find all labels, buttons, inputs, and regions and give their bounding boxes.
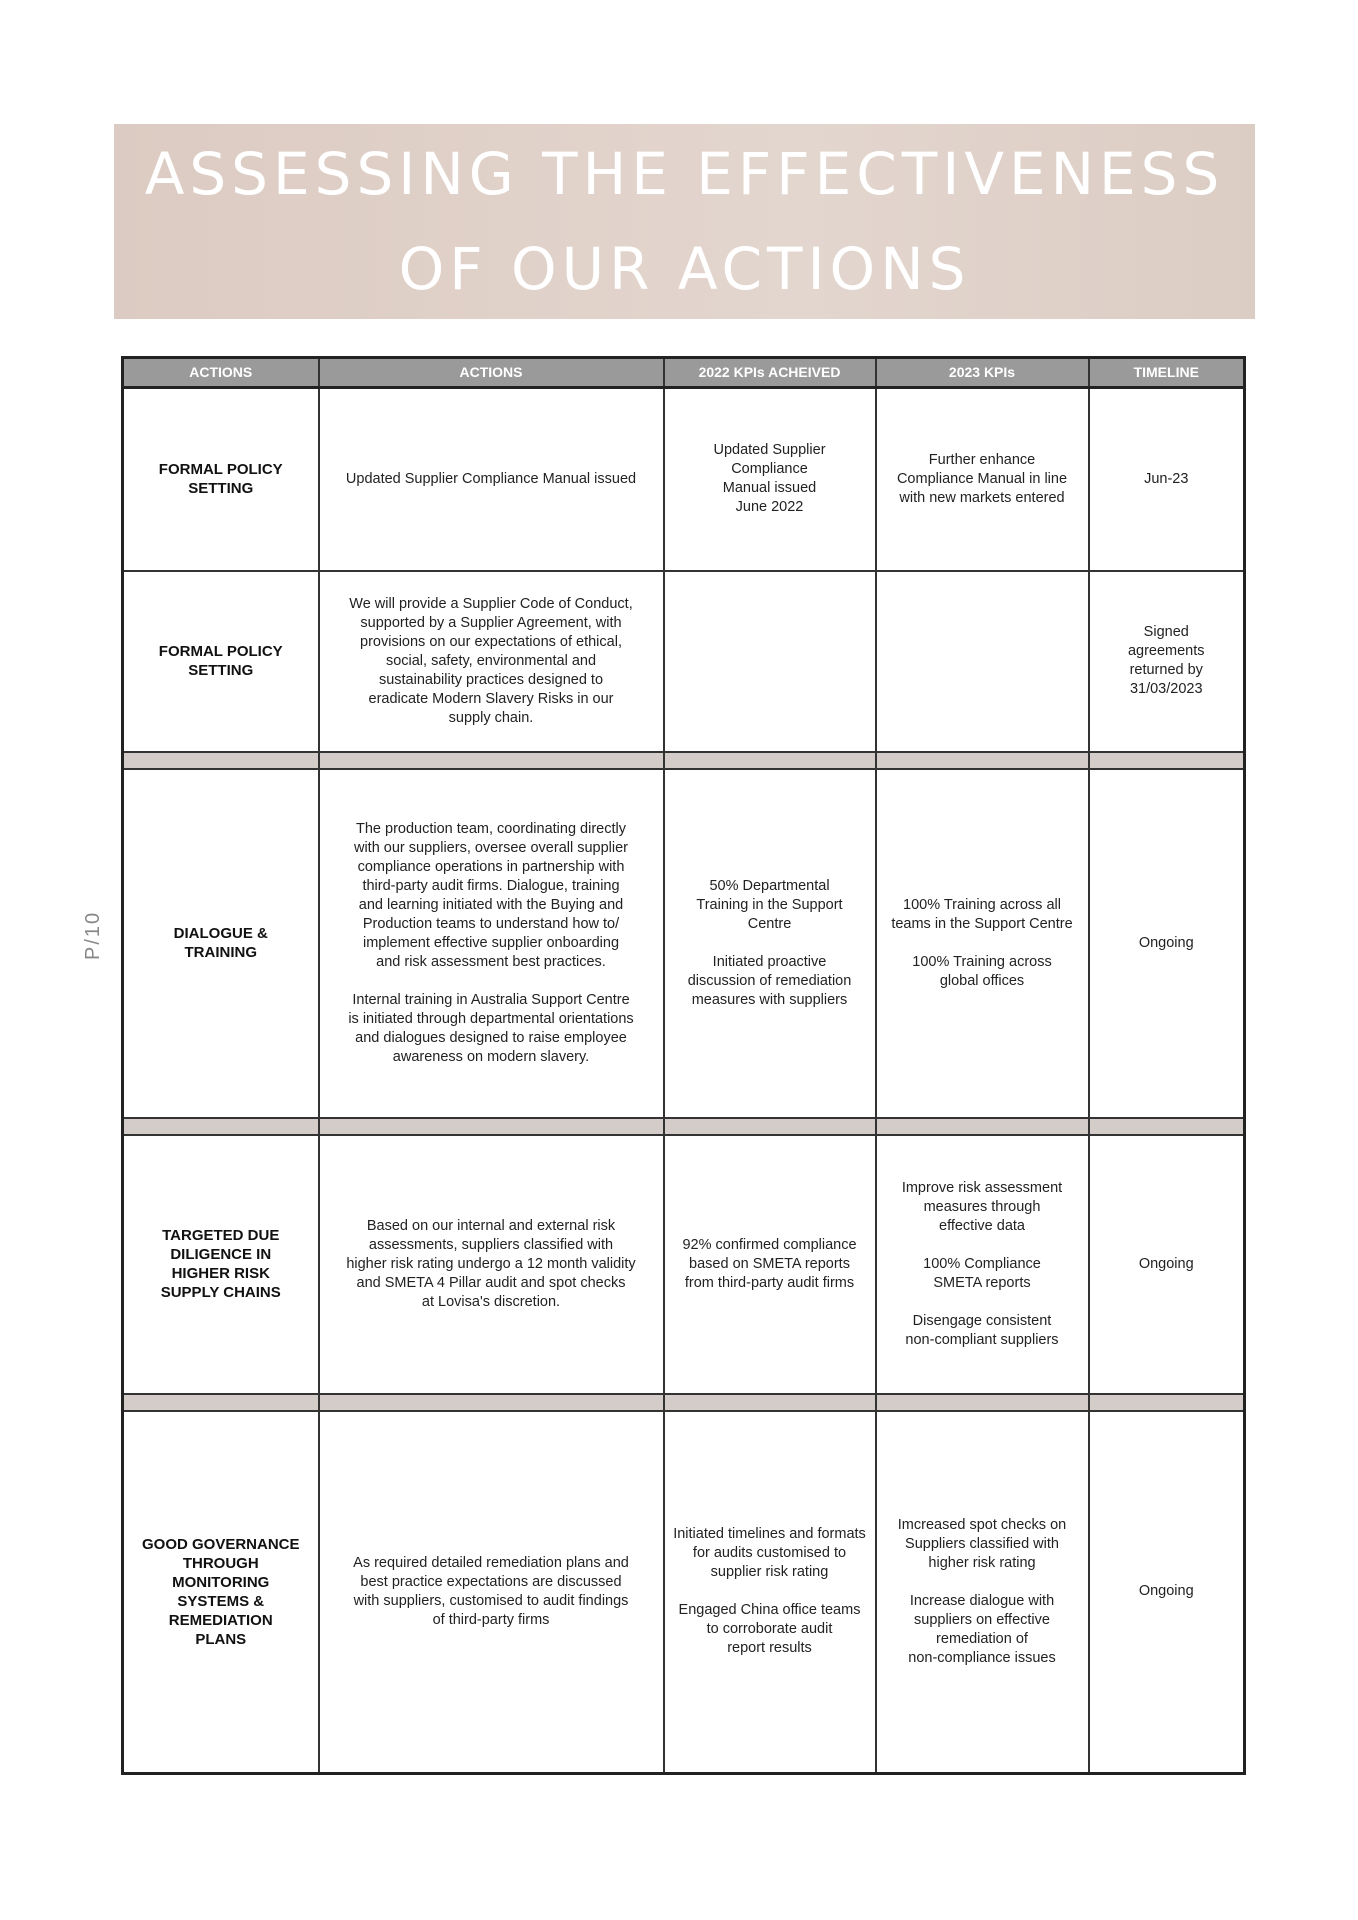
action-label-cell: [123, 571, 319, 752]
action-cell: [319, 1411, 664, 1774]
title-banner: [114, 124, 1255, 319]
page-number: P/10: [82, 910, 104, 960]
action-label-cell: [123, 388, 319, 571]
kpi2022-text: Updated Supplier Compliance Manual issued June 2022: [713, 442, 826, 516]
action-label-cell: [123, 1411, 319, 1774]
action-text: Updated Supplier Compliance Manual issued: [345, 470, 637, 487]
spacer-cell: [319, 752, 664, 769]
kpi2022-cell: [664, 769, 876, 1118]
kpi2022-text: Initiated proactive discussion of remediation measures with suppliers: [687, 953, 852, 1008]
spacer-cell: [664, 1118, 876, 1135]
spacer-cell: [664, 752, 876, 769]
kpi2022-cell: [664, 388, 876, 571]
title-line-2: OF OUR ACTIONS: [398, 234, 971, 303]
action-text: As required detailed remediation plans and best practice expectations are discussed with suppliers, customised to audit findings of third-party firms: [353, 1554, 629, 1628]
kpi2022-text: Engaged China office teams to corroborate audit report results: [678, 1602, 861, 1657]
timeline-text: Signed agreements returned by 31/03/2023: [1127, 624, 1205, 697]
timeline-cell: [1089, 1411, 1245, 1774]
action-label: FORMAL POLICY SETTING: [158, 643, 283, 679]
kpi2022-cell: [664, 1135, 876, 1394]
action-label: FORMAL POLICY SETTING: [158, 461, 283, 498]
kpi2023-text: Increase dialogue with suppliers on effective remediation of non-compliance issues: [908, 1592, 1056, 1666]
spacer-cell: [876, 1394, 1089, 1411]
spacer-cell: [319, 1118, 664, 1135]
action-label: TARGETED DUE DILIGENCE IN HIGHER RISK SUPPLY CHAINS: [160, 1227, 281, 1301]
kpi2022-text: Initiated timelines and formats for audits customised to supplier risk rating: [673, 1526, 866, 1581]
kpi2023-cell: [876, 388, 1089, 571]
spacer-cell: [123, 1394, 319, 1411]
kpi2022-cell: [664, 1411, 876, 1774]
kpi2023-cell: [876, 1411, 1089, 1774]
header-actions-detail: ACTIONS: [319, 358, 664, 388]
action-label-cell: [123, 1135, 319, 1394]
title-line-1: ASSESSING THE EFFECTIVENESS: [144, 139, 1225, 208]
action-label: DIALOGUE & TRAINING: [173, 925, 268, 961]
timeline-cell: [1089, 769, 1245, 1118]
timeline-cell: [1089, 1135, 1245, 1394]
kpi2023-text: 100% Training across global offices: [912, 953, 1052, 989]
spacer-row: [123, 1394, 1245, 1411]
kpi2022-cell: [664, 571, 876, 752]
action-cell: [319, 388, 664, 571]
table-row: [123, 571, 1245, 752]
spacer-cell: [1089, 1118, 1245, 1135]
action-cell: [319, 769, 664, 1118]
action-label: GOOD GOVERNANCE THROUGH MONITORING SYSTEMS & REMEDIATION PLANS: [141, 1535, 300, 1648]
timeline-text: Ongoing: [1138, 1583, 1194, 1600]
action-cell: [319, 1135, 664, 1394]
kpi2022-text: 92% confirmed compliance based on SMETA reports from third-party audit firms: [682, 1236, 857, 1291]
kpi2023-cell: [876, 1135, 1089, 1394]
kpi2023-text: Imcreased spot checks on Suppliers classified with higher risk rating: [897, 1516, 1067, 1571]
spacer-cell: [319, 1394, 664, 1411]
header-kpi-2023: 2023 KPIs: [876, 358, 1089, 388]
action-text: Based on our internal and external risk assessments, suppliers classified with higher risk rating undergo a 12 month validity and SMETA 4 Pillar audit and spot checks at Lovisa's discretion.: [346, 1217, 636, 1310]
table-row: [123, 1135, 1245, 1394]
kpi2023-text: Further enhance Compliance Manual in line with new markets entered: [896, 451, 1068, 506]
kpi2023-cell: [876, 769, 1089, 1118]
table-row: [123, 1411, 1245, 1774]
action-text: The production team, coordinating directly with our suppliers, oversee overall supplier compliance operations in partnership with third-party audit firms. Dialogue, training and learning initiated with the Buying and Production teams to understand how to/ implement effective supplier onboarding and risk assessment best practices.: [353, 820, 629, 970]
action-text: Internal training in Australia Support Centre is initiated through departmental orientations and dialogues designed to raise employee awareness on modern slavery.: [348, 991, 634, 1065]
spacer-cell: [123, 752, 319, 769]
timeline-text: Jun-23: [1144, 470, 1189, 487]
timeline-text: Ongoing: [1138, 1255, 1194, 1272]
header-timeline: TIMELINE: [1089, 358, 1245, 388]
header-actions: ACTIONS: [123, 358, 319, 388]
timeline-cell: [1089, 388, 1245, 571]
kpi2023-cell: [876, 571, 1089, 752]
spacer-cell: [1089, 752, 1245, 769]
spacer-cell: [1089, 1394, 1245, 1411]
table-row: [123, 769, 1245, 1118]
action-label-cell: [123, 769, 319, 1118]
kpi2023-text: 100% Compliance SMETA reports: [923, 1255, 1041, 1291]
kpi2022-text: 50% Departmental Training in the Support Centre: [696, 877, 843, 932]
action-text: We will provide a Supplier Code of Conduct, supported by a Supplier Agreement, with provisions on our expectations of ethical, social, safety, environmental and sustainability practices designed to eradicate Modern Slavery Risks in our supply chain.: [349, 595, 633, 726]
timeline-text: Ongoing: [1138, 934, 1194, 951]
kpi2023-text: Disengage consistent non-compliant suppliers: [905, 1312, 1059, 1348]
spacer-cell: [876, 752, 1089, 769]
kpi2023-text: Improve risk assessment measures through effective data: [901, 1179, 1063, 1234]
spacer-cell: [664, 1394, 876, 1411]
timeline-cell: [1089, 571, 1245, 752]
header-kpi-2022: 2022 KPIs ACHEIVED: [664, 358, 876, 388]
actions-table: [121, 356, 1246, 1775]
spacer-cell: [123, 1118, 319, 1135]
spacer-row: [123, 752, 1245, 769]
kpi2023-text: 100% Training across all teams in the Support Centre: [891, 896, 1073, 932]
table-row: [123, 388, 1245, 571]
spacer-row: [123, 1118, 1245, 1135]
action-cell: [319, 571, 664, 752]
spacer-cell: [876, 1118, 1089, 1135]
